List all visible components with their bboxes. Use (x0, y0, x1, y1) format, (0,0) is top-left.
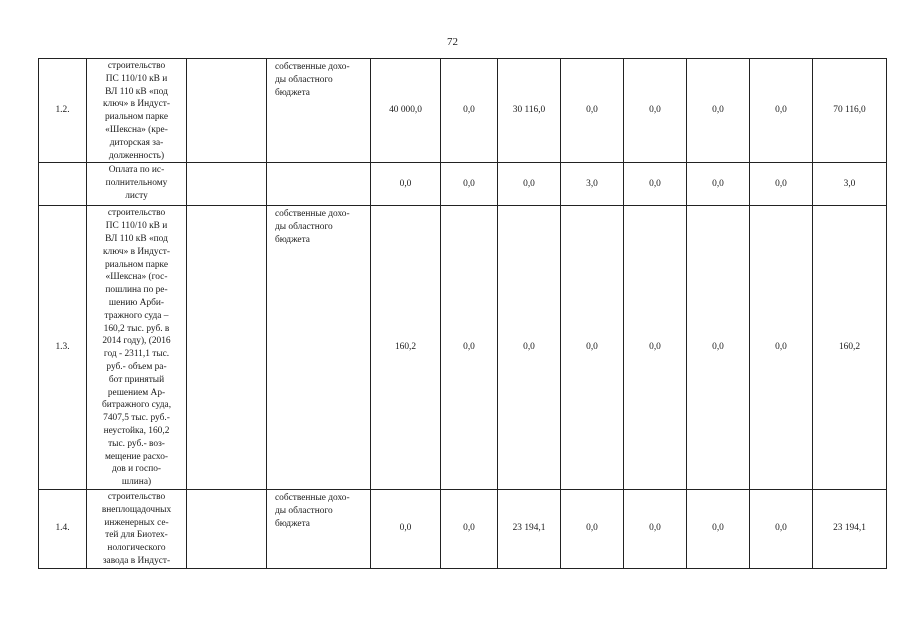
item-name-cell (87, 489, 187, 568)
item-name-line: Оплата по ис- (108, 165, 165, 176)
value-cell: 0,0 (561, 206, 624, 490)
value-cell: 0,0 (371, 163, 441, 206)
value-cell: 0,0 (441, 59, 498, 163)
value-cell: 0,0 (498, 206, 561, 490)
row-number (39, 163, 87, 206)
value-cell: 0,0 (750, 163, 813, 206)
empty-cell (187, 206, 267, 490)
value-cell: 0,0 (498, 163, 561, 206)
row-number: 1.3. (39, 206, 87, 490)
item-name-line: диторская за- (109, 137, 164, 148)
value-cell: 23 194,1 (498, 489, 561, 568)
value-cell: 0,0 (624, 163, 687, 206)
item-name-line: решением Ар- (107, 387, 166, 398)
funding-source-cell (267, 163, 371, 206)
value-cell: 0,0 (750, 59, 813, 163)
item-name-line: шению Арби- (108, 297, 165, 308)
total-value-cell: 160,2 (813, 206, 887, 490)
page-number: 72 (447, 36, 458, 48)
value-cell: 0,0 (687, 489, 750, 568)
item-name-line: пошлина по ре- (105, 285, 168, 296)
empty-cell (187, 163, 267, 206)
row-number: 1.2. (39, 59, 87, 163)
total-value-cell: 3,0 (813, 163, 887, 206)
item-name-line: риальном парке (104, 259, 169, 270)
funding-source-line: ды областного (275, 222, 333, 233)
funding-source-cell (267, 59, 371, 163)
funding-source-line: бюджета (275, 87, 310, 98)
value-cell: 0,0 (687, 163, 750, 206)
funding-source-line: бюджета (275, 518, 310, 529)
item-name-line: долженность) (108, 150, 165, 161)
item-name-line: ВЛ 110 кВ «под (105, 233, 168, 244)
value-cell: 0,0 (561, 59, 624, 163)
item-name-line: бот принятый (108, 374, 165, 385)
value-cell: 30 116,0 (498, 59, 561, 163)
item-name-line: полнительному (105, 178, 168, 189)
funding-source-line: ды областного (275, 505, 333, 516)
value-cell: 0,0 (624, 206, 687, 490)
value-cell: 160,2 (371, 206, 441, 490)
value-cell: 3,0 (561, 163, 624, 206)
table-row (39, 163, 887, 206)
item-name-line: ПС 110/10 кВ и (105, 73, 168, 84)
budget-table (38, 58, 887, 569)
value-cell: 0,0 (750, 206, 813, 490)
item-name-line: руб.- объем ра- (106, 361, 167, 372)
value-cell: 0,0 (441, 163, 498, 206)
item-name-line: шлина) (121, 477, 152, 488)
item-name-line: листу (125, 190, 148, 201)
table-body (39, 59, 887, 569)
value-cell: 0,0 (371, 489, 441, 568)
item-name-line: 2014 году), (2016 (102, 336, 171, 347)
value-cell: 0,0 (441, 489, 498, 568)
item-name-line: ВЛ 110 кВ «под (105, 86, 168, 97)
value-cell: 0,0 (441, 206, 498, 490)
item-name-line: строительство (107, 491, 166, 502)
item-name-line: строительство (107, 208, 166, 219)
item-name-line: ключ» в Индуст- (102, 99, 171, 110)
value-cell: 0,0 (561, 489, 624, 568)
empty-cell (187, 59, 267, 163)
funding-source-line: собственные дохо- (275, 209, 350, 220)
table-row (39, 489, 887, 568)
value-cell: 0,0 (624, 489, 687, 568)
item-name-line: 160,2 тыс. руб. в (103, 323, 170, 334)
row-number: 1.4. (39, 489, 87, 568)
item-name-line: «Шексна» (гос- (105, 272, 168, 283)
item-name-line: тражного суда – (104, 310, 169, 321)
item-name-cell (87, 206, 187, 490)
value-cell: 0,0 (750, 489, 813, 568)
item-name-cell (87, 163, 187, 206)
item-name-line: внеплощадочных (101, 504, 172, 515)
item-name-line: дов и госпо- (111, 464, 162, 475)
item-name-cell (87, 59, 187, 163)
item-name-line: 7407,5 тыс. руб.- (103, 413, 170, 424)
item-name-line: завода в Индуст- (102, 555, 171, 566)
value-cell: 0,0 (687, 206, 750, 490)
funding-source-cell (267, 206, 371, 490)
funding-source-line: собственные дохо- (275, 492, 350, 503)
table-row (39, 59, 887, 163)
funding-source-cell (267, 489, 371, 568)
item-name-line: ключ» в Индуст- (102, 246, 171, 257)
item-name-line: «Шексна» (кре- (105, 124, 168, 135)
item-name-line: год - 2311,1 тыс. (103, 349, 170, 360)
funding-source-line: ды областного (275, 74, 333, 85)
item-name-line: ПС 110/10 кВ и (105, 221, 168, 232)
item-name-line: риальном парке (104, 112, 169, 123)
empty-cell (187, 489, 267, 568)
table-row (39, 206, 887, 490)
funding-source-line: бюджета (275, 234, 310, 245)
item-name-line: мещение расхо- (104, 451, 169, 462)
total-value-cell: 70 116,0 (813, 59, 887, 163)
funding-source-line: собственные дохо- (275, 62, 350, 72)
item-name-line: битражного суда, (101, 400, 172, 411)
value-cell: 40 000,0 (371, 59, 441, 163)
item-name-line: неустойка, 160,2 (103, 425, 170, 436)
item-name-line: инженерных се- (104, 517, 169, 528)
item-name-line: нологического (107, 543, 166, 554)
value-cell: 0,0 (687, 59, 750, 163)
total-value-cell: 23 194,1 (813, 489, 887, 568)
item-name-line: тыс. руб.- воз- (108, 438, 165, 449)
item-name-line: тей для Биотех- (105, 530, 168, 541)
value-cell: 0,0 (624, 59, 687, 163)
item-name-line: строительство (107, 61, 166, 71)
